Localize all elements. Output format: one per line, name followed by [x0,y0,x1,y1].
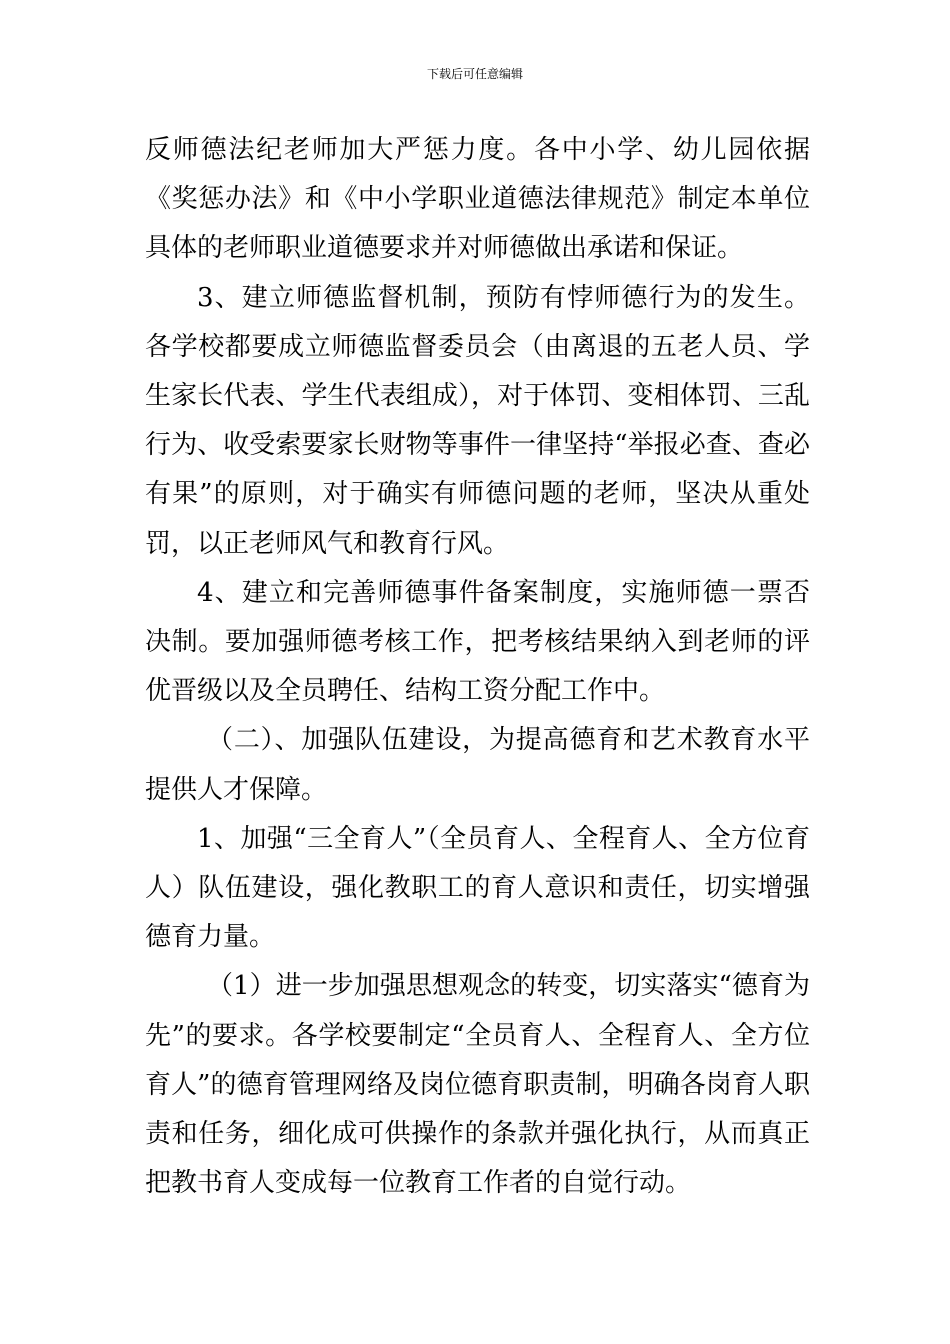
section-heading-2: （二）、加强队伍建设，为提高德育和艺术教育水平提供人才保障。 [145,725,810,805]
paragraph-item-3: 3、建立师德监督机制，预防有悖师德行为的发生。各学校都要成立师德监督委员会（由离退的五老人员、学生家长代表、学生代表组成），对于体罚、变相体罚、三乱行为、收受索要家长财物等事件一律坚持“举报必查、查必有果”的原则，对于确实有师德问题的老师，坚决从重处罚，以正老师风气和教育行风。 [145,282,810,559]
paragraph-item-1: 1、加强“三全育人”（全员育人、全程育人、全方位育人）队伍建设，强化教职工的育人意识和责任，切实增强德育力量。 [145,823,810,953]
page-header: 下载后可任意编辑 [426,67,523,81]
paragraph-subitem-1: （1）进一步加强思想观念的转变，切实落实“德育为先”的要求。各学校要制定“全员育人、全程育人、全方位育人”的德育管理网络及岗位德育职责制，明确各岗育人职责和任务，细化成可供操作的条款并强化执行，从而真正把教书育人变成每一位教育工作者的自觉行动。 [145,971,810,1199]
document-body [145,126,810,1208]
paragraph-item-4: 4、建立和完善师德事件备案制度，实施师德一票否决制。要加强师德考核工作，把考核结果纳入到老师的评优晋级以及全员聘任、结构工资分配工作中。 [145,577,810,707]
paragraph-continuation: 反师德法纪老师加大严惩力度。各中小学、幼儿园依据《奖惩办法》和《中小学职业道德法律规范》制定本单位具体的老师职业道德要求并对师德做出承诺和保证。 [145,135,810,264]
